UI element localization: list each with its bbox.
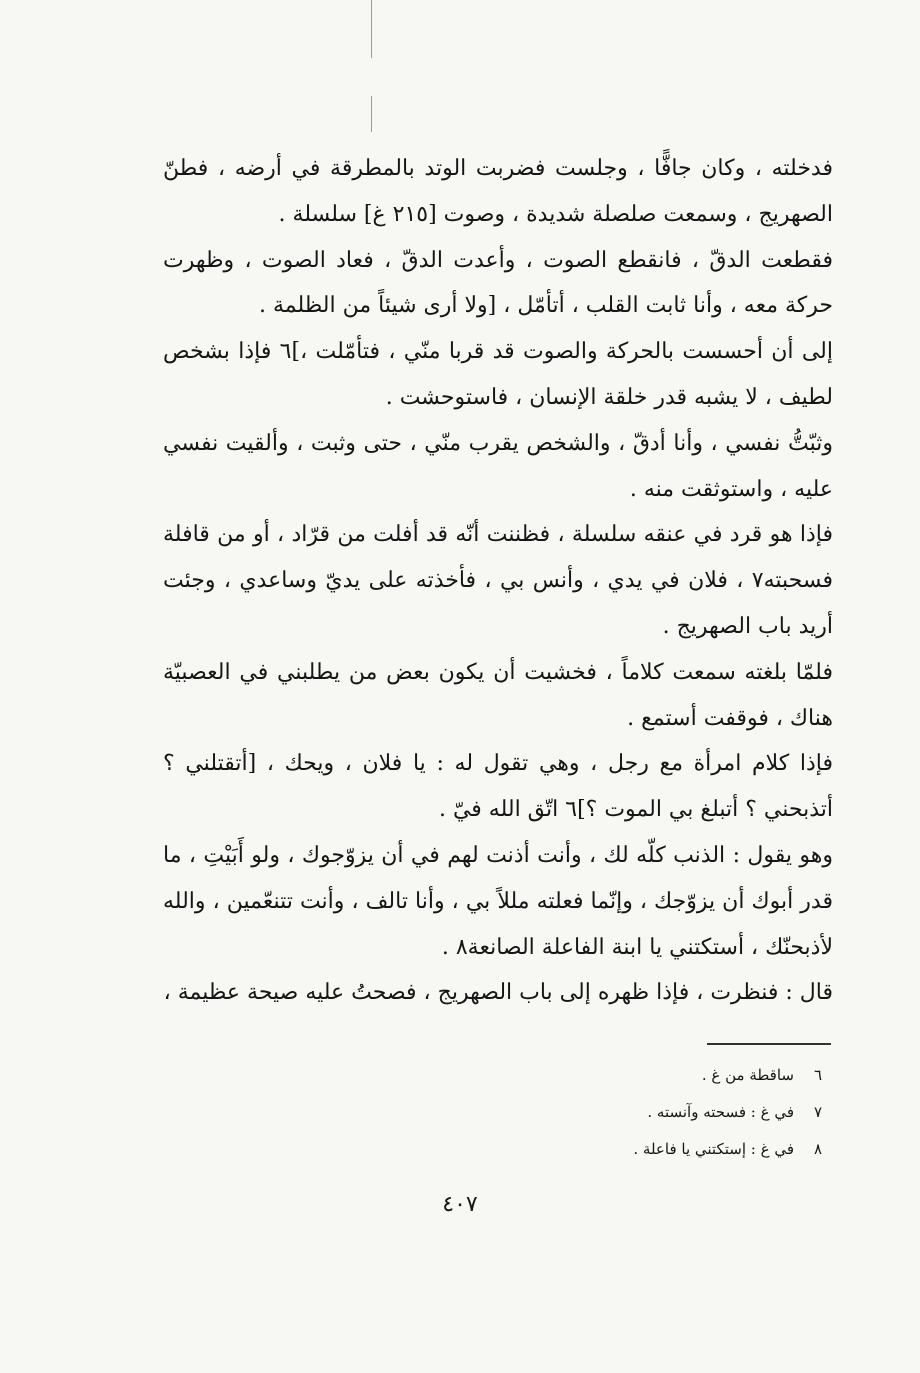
footnote — [502, 1131, 822, 1168]
footnote-number: ٨ — [813, 1140, 822, 1158]
footnote-number: ٦ — [813, 1066, 822, 1084]
paragraph: فإذا هو قرد في عنقه سلسلة ، فظننت أنّه قد أفلت من قرّاد ، أو من قافلة فسحبته٧ ، فلان في يدي ، وأنس بي ، فأخذته على يديّ وساعدي ، وجئت أريد باب الصهريج . — [163, 522, 833, 639]
gutter-line-lower — [371, 96, 372, 132]
paragraph: فدخلته ، وكان جافًّا ، وجلست فضربت الوتد بالمطرقة في أرضه ، فطنّ الصهريج ، وسمعت صلصلة شديدة ، وصوت [٢١٥ غ] سلسلة . — [163, 156, 833, 227]
paragraph: وثبّتُّ نفسي ، وأنا أدقّ ، والشخص يقرب منّي ، حتى وثبت ، وألقيت نفسي عليه ، واستوثقت منه . — [163, 430, 833, 502]
paragraph: إلى أن أحسست بالحركة والصوت قد قربا منّي ، فتأمّلت ،]٦ فإذا بشخص لطيف ، لا يشبه قدر خلقة الإنسان ، فاستوحشت . — [163, 339, 833, 410]
footnote-text: ساقطة من غ . — [701, 1066, 794, 1084]
paragraph: قال : فنظرت ، فإذا ظهره إلى باب الصهريج ، فصحتُ عليه صيحة عظيمة ، — [163, 980, 833, 1006]
footnote-text: في غ : فسحته وآنسته . — [647, 1103, 794, 1121]
paragraph: وهو يقول : الذنب كلّه لك ، وأنت أذنت لهم في أن يزوّجوك ، ولو أَبَيْتِ ، ما قدر أبوك أن يزوّجك ، وإنّما فعلته مللاً بي ، وأنا تالف ، وأنت تتنعّمين ، والله لأذبحنّك ، أستكتني يا ابنة الفاعلة الصانعة٨ . — [163, 842, 833, 960]
page-number: ٤٠٧ — [442, 1192, 478, 1217]
footnote — [502, 1094, 822, 1131]
footnote-number: ٧ — [813, 1103, 822, 1121]
footnote-text: في غ : إستكتني يا فاعلة . — [633, 1140, 794, 1158]
paragraph: فإذا كلام امرأة مع رجل ، وهي تقول له : يا فلان ، ويحك ، [أتقتلني ؟ أتذبحني ؟ أتبلغ بي الموت ؟]٦ اتّق الله فيّ . — [163, 751, 833, 823]
paragraph: فلمّا بلغته سمعت كلاماً ، فخشيت أن يكون بعض من يطلبني في العصبيّة هناك ، فوقفت أستمع . — [163, 659, 833, 731]
body-text — [163, 146, 833, 1016]
gutter-line-top — [371, 0, 372, 58]
footnote-divider — [707, 1043, 831, 1045]
footnote — [502, 1057, 822, 1094]
paragraph: فقطعت الدقّ ، فانقطع الصوت ، وأعدت الدقّ ، فعاد الصوت ، وظهرت حركة معه ، وأنا ثابت القلب ، أتأمّل ، [ولا أرى شيئاً من الظلمة . — [163, 247, 833, 319]
footnotes — [502, 1057, 822, 1168]
